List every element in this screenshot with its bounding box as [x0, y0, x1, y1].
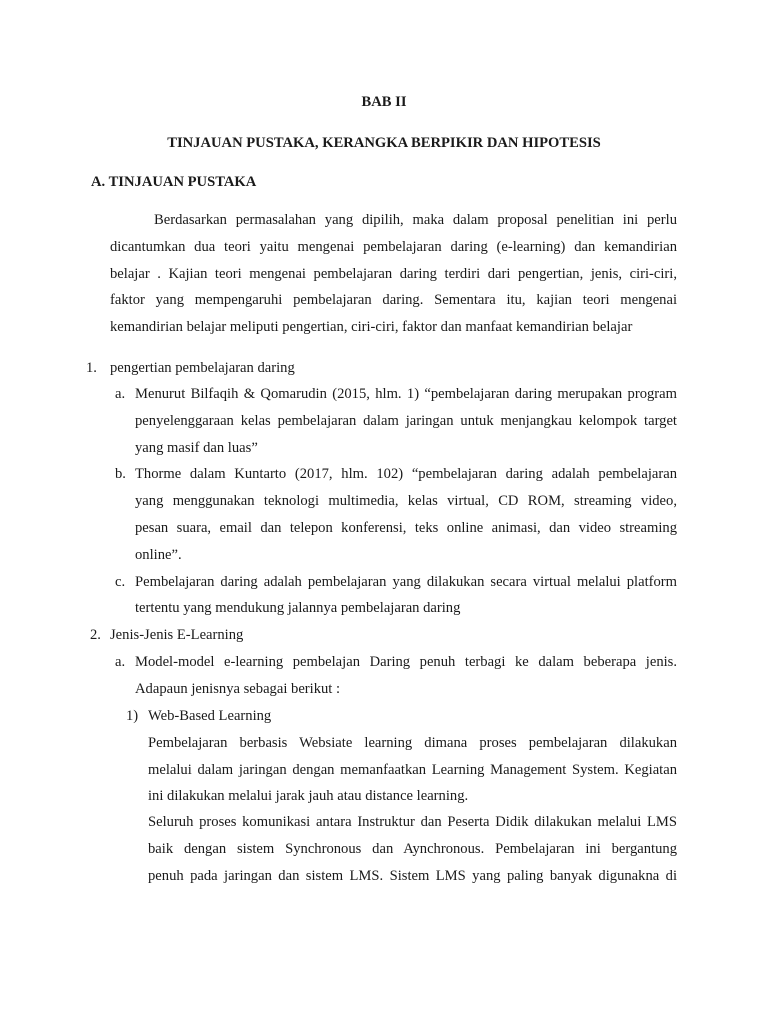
list-item-label: Jenis-Jenis E-Learning	[110, 627, 244, 643]
subsub-marker: 1)	[126, 708, 139, 724]
list-marker: 1.	[86, 360, 97, 376]
subsub-line: ini dilakukan melalui jarak jauh atau distance learning.	[148, 788, 469, 804]
intro-line: kemandirian belajar meliputi pengertian, ciri-ciri, faktor dan manfaat kemandirian belajar	[110, 319, 633, 335]
sub-line: Model-model e-learning pembelajan Daring penuh terbagi ke dalam beberapa jenis.	[135, 654, 677, 670]
subsub-line: Pembelajaran berbasis Websiate learning dimana proses pembelajaran dilakukan	[148, 735, 677, 751]
sub-marker: b.	[115, 466, 126, 482]
sub-line: yang menggunakan teknologi multimedia, kelas virtual, CD ROM, streaming video,	[135, 493, 677, 509]
list-marker: 2.	[90, 627, 101, 643]
chapter-title: TINJAUAN PUSTAKA, KERANGKA BERPIKIR DAN HIPOTESIS	[167, 135, 601, 151]
sub-line: Menurut Bilfaqih & Qomarudin (2015, hlm. 1) “pembelajaran daring merupakan program	[135, 386, 677, 402]
sub-marker: c.	[115, 574, 126, 590]
sub-line: Thorme dalam Kuntarto (2017, hlm. 102) “pembelajaran daring adalah pembelajaran	[135, 466, 677, 482]
sub-line: penyelenggaraan kelas pembelajaran dalam jaringan untuk menjangkau kelompok target	[135, 413, 677, 429]
sub-line: pesan suara, email dan telepon konferensi, teks online animasi, dan video streaming	[135, 520, 677, 536]
sub-line: yang masif dan luas”	[135, 440, 258, 456]
intro-line: Berdasarkan permasalahan yang dipilih, maka dalam proposal penelitian ini perlu	[154, 212, 677, 228]
subsub-line: melalui dalam jaringan dengan memanfaatkan Learning Management System. Kegiatan	[148, 762, 677, 778]
sub-marker: a.	[115, 654, 126, 670]
sub-line: tertentu yang mendukung jalannya pembelajaran daring	[135, 600, 461, 616]
chapter-heading: BAB II	[361, 94, 407, 110]
subsub-label: Web-Based Learning	[148, 708, 272, 724]
list-item-label: pengertian pembelajaran daring	[110, 360, 295, 376]
intro-line: dicantumkan dua teori yaitu mengenai pembelajaran daring (e-learning) dan kemandirian	[110, 239, 677, 255]
intro-line: belajar . Kajian teori mengenai pembelajaran daring terdiri dari pengertian, jenis, ciri-ciri,	[110, 266, 677, 282]
subsub-line: Seluruh proses komunikasi antara Instruktur dan Peserta Didik dilakukan melalui LMS	[148, 814, 677, 830]
intro-line: faktor yang mempengaruhi pembelajaran daring. Sementara itu, kajian teori mengenai	[110, 292, 677, 308]
sub-line: online”.	[135, 547, 182, 563]
section-a-heading: A. TINJAUAN PUSTAKA	[91, 174, 257, 190]
sub-marker: a.	[115, 386, 126, 402]
subsub-line: penuh pada jaringan dan sistem LMS. Sistem LMS yang paling banyak digunakna di	[148, 868, 677, 884]
sub-line: Pembelajaran daring adalah pembelajaran yang dilakukan secara virtual melalui platform	[135, 574, 677, 590]
sub-line: Adapaun jenisnya sebagai berikut :	[135, 681, 341, 697]
subsub-line: baik dengan sistem Synchronous dan Aynchronous. Pembelajaran ini bergantung	[148, 841, 677, 857]
